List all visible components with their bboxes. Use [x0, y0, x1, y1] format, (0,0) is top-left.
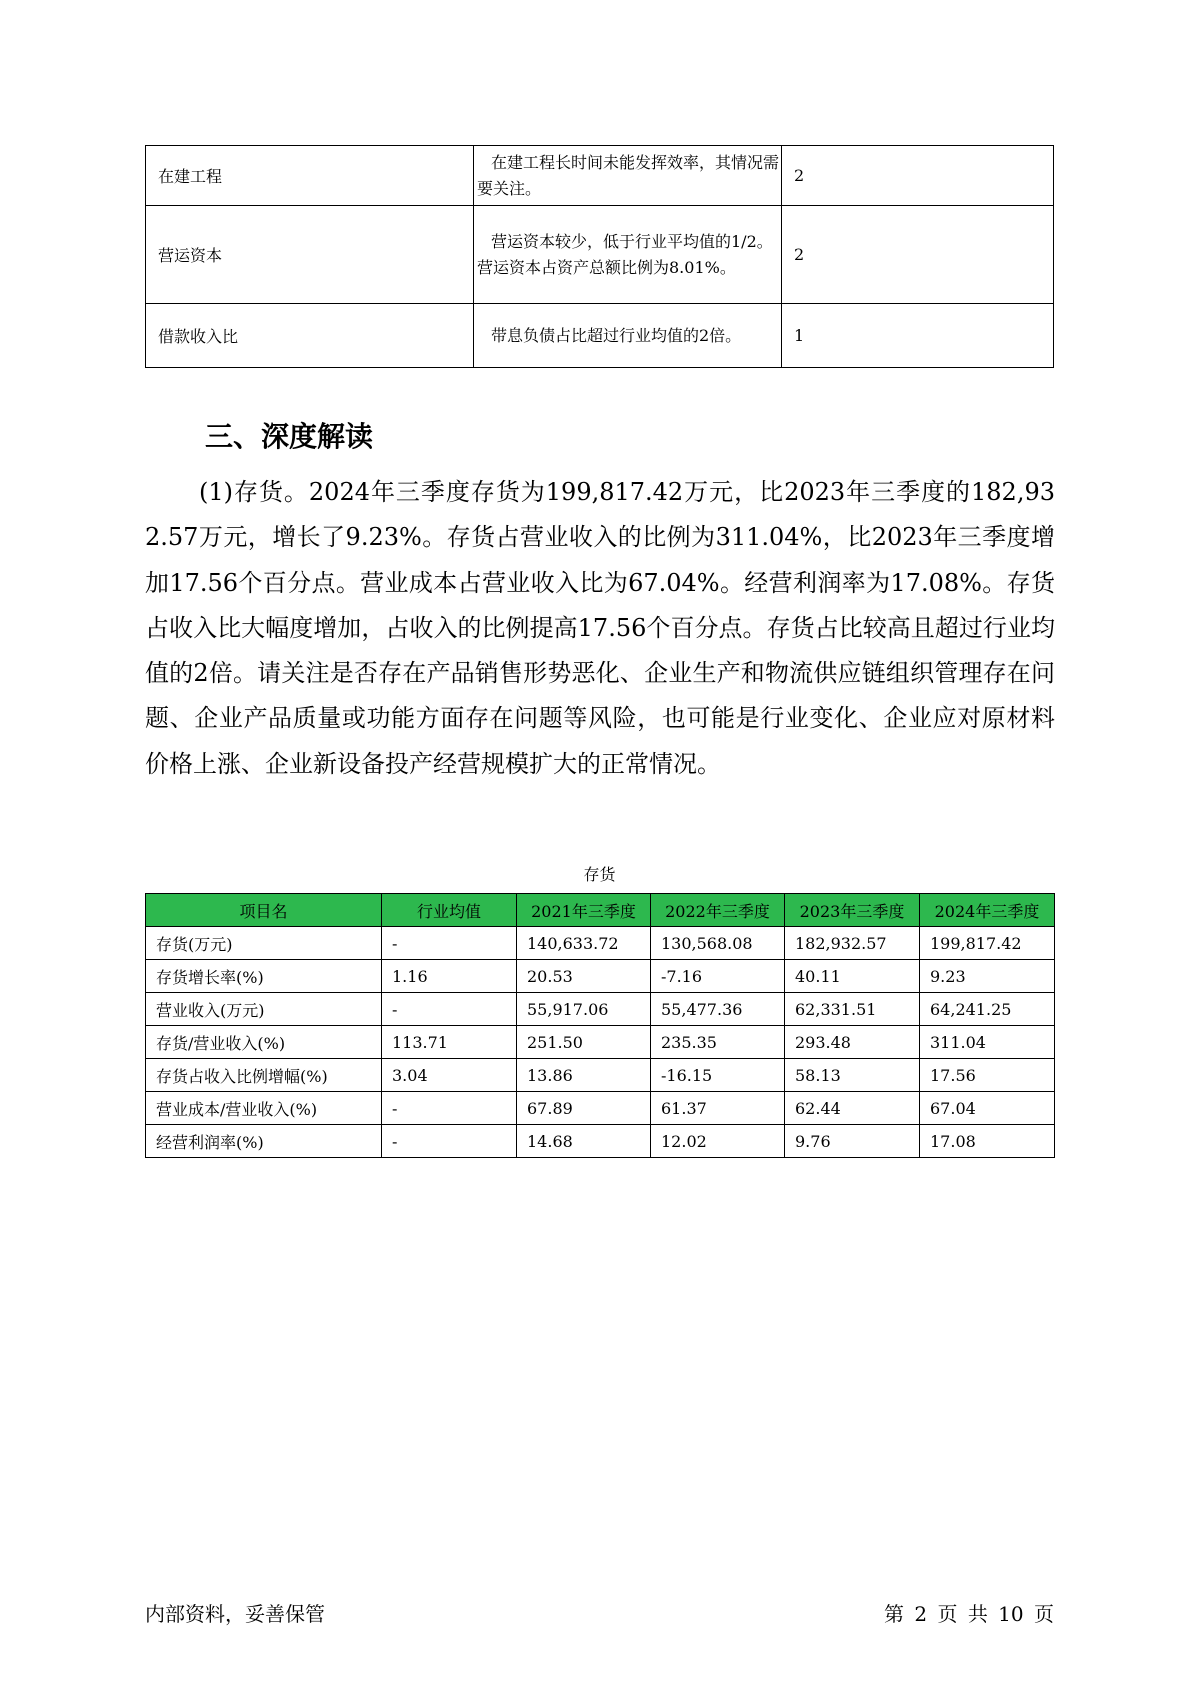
table-cell: 130,568.08 — [651, 927, 785, 960]
table-cell: -16.15 — [651, 1059, 785, 1092]
table-cell: 311.04 — [920, 1026, 1055, 1059]
table-cell: - — [382, 1125, 517, 1158]
table-cell: 62,331.51 — [785, 993, 920, 1026]
column-header: 2024年三季度 — [920, 894, 1055, 927]
risk-desc-cell: 在建工程长时间未能发挥效率，其情况需要关注。 — [474, 146, 782, 206]
table-cell: 235.35 — [651, 1026, 785, 1059]
table-caption: 存货 — [583, 865, 616, 884]
table-cell: - — [382, 1092, 517, 1125]
table-cell: 经营利润率(%) — [146, 1125, 382, 1158]
table-cell: 67.89 — [517, 1092, 651, 1125]
risk-desc-cell: 营运资本较少，低于行业平均值的1/2。营运资本占资产总额比例为8.01%。 — [474, 206, 782, 304]
table-cell: 182,932.57 — [785, 927, 920, 960]
risk-item-cell: 营运资本 — [146, 206, 474, 304]
table-cell: 62.44 — [785, 1092, 920, 1125]
section-title: 三、深度解读 — [205, 420, 374, 453]
table-cell: 140,633.72 — [517, 927, 651, 960]
column-header: 2021年三季度 — [517, 894, 651, 927]
table-cell: 17.56 — [920, 1059, 1055, 1092]
table-cell: 存货占收入比例增幅(%) — [146, 1059, 382, 1092]
table-row — [146, 960, 1055, 993]
table-row — [146, 146, 1054, 206]
body-paragraph: (1)存货。2024年三季度存货为199,817.42万元，比2023年三季度的182,932.57万元，增长了9.23%。存货占营业收入的比例为311.04%，比2023年三季度增加17.56个百分点。营业成本占营业收入比为67.04%。经营利润率为17.08%。存货占收入比大幅度增加，占收入的比例提高17.56个百分点。存货占比较高且超过行业均值的2倍。请关注是否存在产品销售形势恶化、企业生产和物流供应链组织管理存在问题、企业产品质量或功能方面存在问题等风险，也可能是行业变化、企业应对原材料价格上涨、企业新设备投产经营规模扩大的正常情况。 — [145, 478, 1055, 778]
risk-score-cell: 1 — [782, 304, 1054, 368]
table-cell: 存货增长率(%) — [146, 960, 382, 993]
risk-score-cell: 2 — [782, 206, 1054, 304]
table-cell: - — [382, 927, 517, 960]
table-row — [146, 1059, 1055, 1092]
table-cell: 12.02 — [651, 1125, 785, 1158]
risk-indicator-table — [145, 145, 1054, 368]
table-cell: 58.13 — [785, 1059, 920, 1092]
table-row — [146, 206, 1054, 304]
table-cell: 113.71 — [382, 1026, 517, 1059]
table-cell: 存货/营业收入(%) — [146, 1026, 382, 1059]
table-cell: 55,917.06 — [517, 993, 651, 1026]
risk-score-cell: 2 — [782, 146, 1054, 206]
table-row — [146, 304, 1054, 368]
table-row — [146, 927, 1055, 960]
table-cell: 199,817.42 — [920, 927, 1055, 960]
table-cell: -7.16 — [651, 960, 785, 993]
risk-item-cell: 在建工程 — [146, 146, 474, 206]
table-cell: 64,241.25 — [920, 993, 1055, 1026]
risk-desc-cell: 带息负债占比超过行业均值的2倍。 — [474, 304, 782, 368]
table-cell: - — [382, 993, 517, 1026]
table-cell: 61.37 — [651, 1092, 785, 1125]
table-cell: 20.53 — [517, 960, 651, 993]
table-cell: 存货(万元) — [146, 927, 382, 960]
table-row — [146, 1026, 1055, 1059]
table-cell: 营业收入(万元) — [146, 993, 382, 1026]
table-cell: 293.48 — [785, 1026, 920, 1059]
table-cell: 1.16 — [382, 960, 517, 993]
risk-item-cell: 借款收入比 — [146, 304, 474, 368]
table-cell: 营业成本/营业收入(%) — [146, 1092, 382, 1125]
table-cell: 40.11 — [785, 960, 920, 993]
table-row — [146, 1092, 1055, 1125]
inventory-table — [145, 893, 1055, 1158]
column-header: 行业均值 — [382, 894, 517, 927]
table-cell: 17.08 — [920, 1125, 1055, 1158]
column-header: 项目名 — [146, 894, 382, 927]
table-header-row — [146, 894, 1055, 927]
column-header: 2022年三季度 — [651, 894, 785, 927]
footer-confidential-note: 内部资料，妥善保管 — [145, 1602, 325, 1626]
table-cell: 13.86 — [517, 1059, 651, 1092]
table-cell: 3.04 — [382, 1059, 517, 1092]
table-cell: 14.68 — [517, 1125, 651, 1158]
column-header: 2023年三季度 — [785, 894, 920, 927]
table-row — [146, 993, 1055, 1026]
table-row — [146, 1125, 1055, 1158]
table-cell: 55,477.36 — [651, 993, 785, 1026]
table-cell: 251.50 — [517, 1026, 651, 1059]
table-cell: 67.04 — [920, 1092, 1055, 1125]
table-cell: 9.76 — [785, 1125, 920, 1158]
footer-page-number: 第 2 页 共 10 页 — [884, 1602, 1054, 1626]
table-cell: 9.23 — [920, 960, 1055, 993]
